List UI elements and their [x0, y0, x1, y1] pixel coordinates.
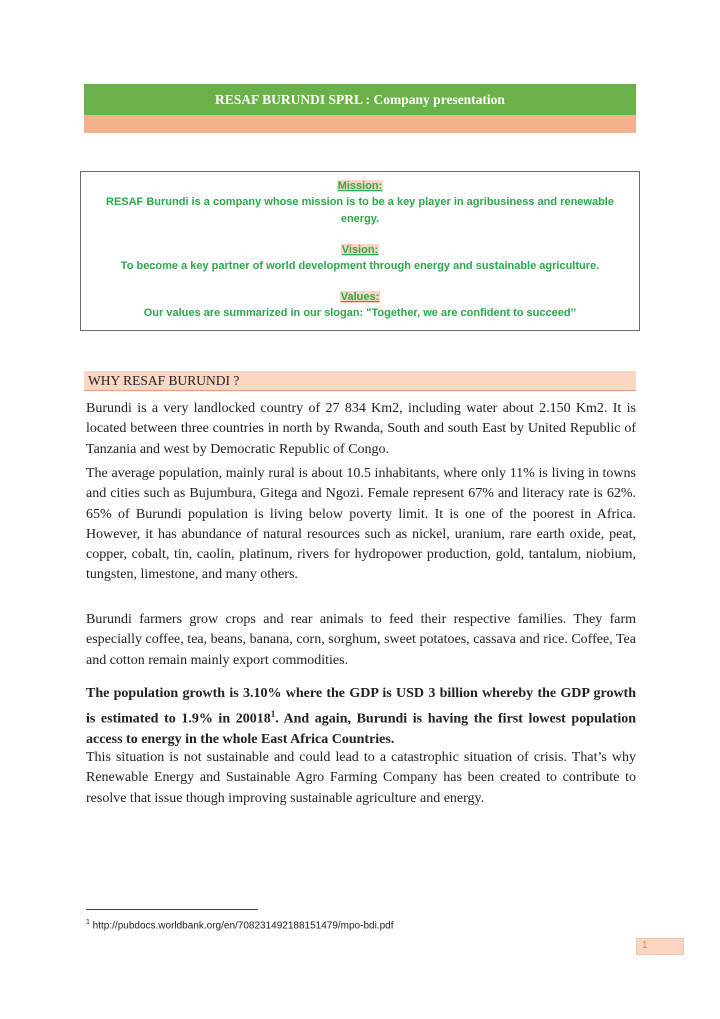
footnote-text: http://pubdocs.worldbank.org/en/708231492188151479/mpo-bdi.pdf — [89, 920, 394, 932]
paragraph-gdp-text-a: The population growth is 3.10% where the GDP is USD 3 billion whereby the GDP growth is estimated to 1.9% in 2001 — [86, 686, 636, 727]
paragraph-gdp-text-c: . And again, Burundi is having the first lowest population access to energy in the whole East Africa Countries. — [86, 711, 636, 748]
paragraph-gdp-text-b: 8 — [263, 711, 271, 727]
paragraph-conclusion: This situation is not sustainable and could lead to a catastrophic situation of crisis. That’s why Renewable Energy and Sustainable Agro Farming Company has been created to contribute to resolve that issue though improving sustainable agriculture and energy. — [86, 750, 636, 806]
values-label: Values: — [340, 291, 380, 303]
header-accent-bar — [84, 115, 636, 133]
header-title-bar — [84, 84, 636, 115]
paragraph-geography: Burundi is a very landlocked country of 27 834 Km2, including water about 2.150 Km2. It is located between three countries in north by Rwanda, South and south East by United Republic of Tanzania and west by Democratic Republic of Congo. — [86, 401, 636, 457]
page-number: 1 — [642, 940, 648, 951]
footnote-divider — [86, 909, 258, 910]
paragraph-gdp — [86, 684, 636, 751]
footnote — [86, 919, 393, 931]
page-number-box — [636, 938, 684, 955]
section-title: WHY RESAF BURUNDI ? — [88, 373, 240, 388]
values-text: Our values are summarized in our slogan: "Together, we are confident to succeed’’ — [143, 307, 577, 319]
vision-label: Vision: — [341, 244, 379, 256]
vision-text: To become a key partner of world development through energy and sustainable agriculture. — [120, 260, 600, 272]
mission-vision-values-box — [80, 171, 640, 331]
section-header — [84, 371, 636, 391]
footnote-reference: 1 — [270, 709, 276, 720]
footnote-marker: 1 — [86, 919, 90, 926]
mission-text: RESAF Burundi is a company whose mission is to be a key player in agribusiness and renewable energy. — [106, 196, 614, 225]
mission-label: Mission: — [337, 180, 383, 192]
page-title: RESAF BURUNDI SPRL : Company presentation — [215, 91, 505, 107]
paragraph-population: The average population, mainly rural is about 10.5 inhabitants, where only 11% is living in towns and cities such as Bujumbura, Gitega and Ngozi. Female represent 67% and literacy rate is 62%. 65% of Burundi population is living below poverty limit. It is one of the poorest in Africa. However, it has abundance of natural resources such as nickel, uranium, rare earth oxide, peat, copper, cobalt, tin, caolin, platinum, rivers for hydropower production, gold, tantalum, niobium, tungsten, limestone, and many others. — [86, 466, 636, 583]
paragraph-agriculture: Burundi farmers grow crops and rear animals to feed their respective families. They farm especially coffee, tea, beans, banana, corn, sorghum, sweet potatoes, cassava and rice. Coffee, Tea and cotton remain mainly export commodities. — [86, 612, 636, 668]
